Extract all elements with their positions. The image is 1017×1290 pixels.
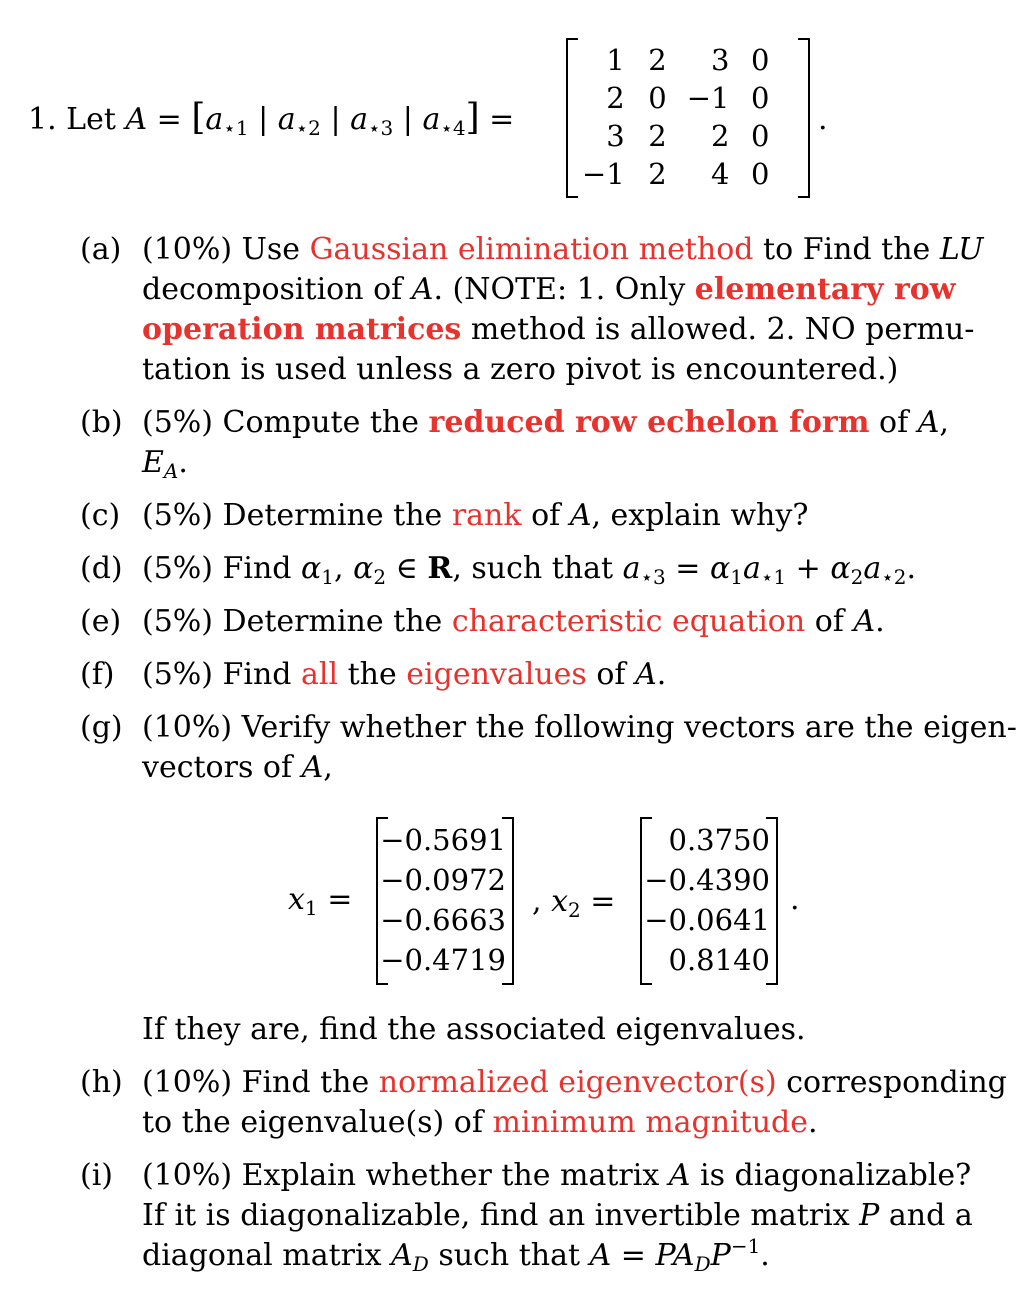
highlight: rank [451, 498, 522, 533]
vector-entry: −0.0641 [644, 903, 770, 937]
equals-sign: = [156, 102, 182, 137]
problem-number: 1. [28, 102, 57, 137]
problem-statement: 1. Let $A = [a_{⋆1}$ | $a_{⋆2}$ | $a_{⋆3}$ | $a_{⋆4}$] = [28, 97, 515, 140]
part-f: (f) (5%) Find all the eigenvalues of A. [80, 655, 960, 695]
part-c: (c) (5%) Determine the rank of A, explain why? [80, 496, 960, 536]
equals-sign-2: = [489, 102, 515, 137]
part-d: (d) (5%) Find $\alpha_1$, $\alpha_2$ ∈ R, such that $a_{⋆3} = \alpha_1a_{⋆1} + \alpha_2a_{⋆2}$. [80, 551, 917, 589]
part-h: (h) (10%) Find the normalized eigenvector(s) corresponding to the eigenvalue(s) of minimum magnitude. [80, 1065, 1007, 1140]
matrix-cell: 0 [751, 81, 770, 115]
part-label: (d) [80, 551, 123, 586]
intro-text: Let [66, 102, 116, 137]
part-label: (e) [80, 604, 122, 639]
matrix-cell: 2 [648, 43, 667, 77]
x1-label: $x_1$ = [288, 882, 353, 920]
left-bracket: [ [191, 97, 206, 138]
matrix-name: A [125, 102, 148, 137]
vector-entry: −0.4719 [380, 943, 506, 977]
highlight: elementary row [694, 272, 956, 307]
part-label: (g) [80, 710, 123, 745]
matrix-row [572, 155, 780, 193]
highlight: Gaussian elimination method [309, 232, 754, 267]
matrix-cell: 3 [606, 119, 625, 153]
vector-entry: −0.6663 [380, 903, 506, 937]
part-label: (i) [80, 1158, 114, 1193]
vector-period: . [790, 882, 800, 917]
col-sep: | [402, 102, 423, 137]
matrix-cell: 0 [751, 43, 770, 77]
col-sep: | [330, 102, 351, 137]
highlight: minimum magnitude [492, 1105, 808, 1140]
vector-x1 [376, 817, 514, 985]
matrix-cell: 2 [711, 119, 730, 153]
matrix-A [566, 38, 810, 198]
col-sep: | [258, 102, 278, 137]
vector-entry: 0.3750 [668, 823, 770, 857]
matrix-row [572, 41, 780, 79]
part-label: (h) [80, 1065, 123, 1100]
vector-entry: −0.4390 [644, 863, 770, 897]
matrix-cell: 2 [648, 119, 667, 153]
vector-entry: −0.0972 [380, 863, 506, 897]
statement-period: . [818, 102, 828, 137]
matrix-cell: 4 [711, 157, 730, 191]
part-g-followup: If they are, find the associated eigenvalues. [142, 1012, 806, 1047]
part-i: (i) (10%) Explain whether the matrix A is diagonalizable? If it is diagonalizable, find an invertible matrix P and a diagonal matrix $A_D$ such that $A = PA_DP^{-1}$. [80, 1158, 973, 1276]
matrix-row [572, 79, 780, 117]
matrix-cell: 1 [606, 43, 625, 77]
part-a: (a) (10%) Use Gaussian elimination method to Find the LU decomposition of A. (NOTE: 1. Only elementary row operation matrices method is allowed. 2. NO permu- tation is used unless a zero pivot is encountered.) [80, 232, 984, 387]
vector-entry: 0.8140 [668, 943, 770, 977]
col-1: a [205, 102, 224, 137]
matrix-cell: 2 [606, 81, 625, 115]
highlight: operation matrices [142, 312, 462, 347]
col-2: a [277, 102, 296, 137]
matrix-row [572, 117, 780, 155]
matrix-cell: −1 [582, 157, 625, 191]
highlight: normalized eigenvector(s) [378, 1065, 777, 1100]
matrix-cell: 3 [711, 43, 730, 77]
vector-entry: −0.5691 [380, 823, 506, 857]
part-label: (a) [80, 232, 122, 267]
matrix-cell: −1 [686, 81, 730, 115]
vector-x2 [640, 817, 778, 985]
highlight: characteristic equation [451, 604, 806, 639]
part-label: (b) [80, 405, 123, 440]
part-b: (b) (5%) Compute the reduced row echelon form of A, $E_A$. [80, 405, 949, 483]
right-bracket: ] [465, 97, 480, 138]
matrix-cell: 2 [648, 157, 667, 191]
matrix-cell: 0 [751, 119, 770, 153]
part-e: (e) (5%) Determine the characteristic equation of A. [80, 602, 960, 642]
highlight: reduced row echelon form [428, 405, 870, 440]
part-label: (f) [80, 657, 115, 692]
part-g: (g) (10%) Verify whether the following vectors are the eigen- vectors of A, [80, 710, 1017, 785]
highlight: eigenvalues [406, 657, 587, 692]
x2-label: , $x_2$ = [532, 884, 616, 922]
col-4: a [422, 102, 441, 137]
matrix-cell: 0 [751, 157, 770, 191]
highlight: all [301, 657, 339, 692]
matrix-cell: 0 [648, 81, 667, 115]
part-label: (c) [80, 498, 121, 533]
col-3: a [350, 102, 368, 137]
